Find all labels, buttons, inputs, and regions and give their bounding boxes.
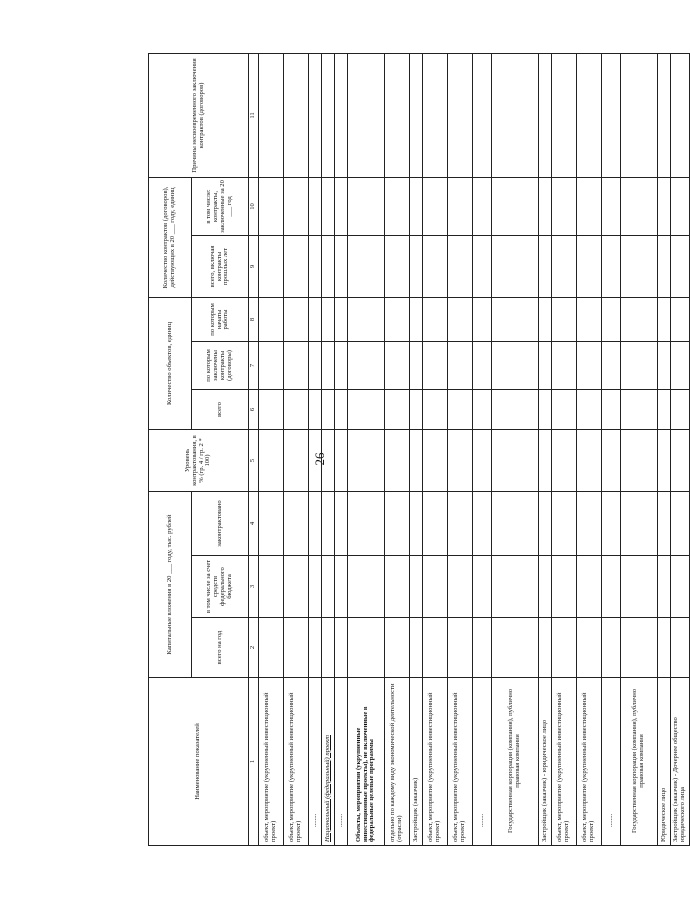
empty-cell: [309, 556, 322, 618]
empty-cell: [322, 491, 335, 555]
empty-cell: [335, 556, 348, 618]
empty-cell: [259, 177, 284, 235]
empty-cell: [309, 491, 322, 555]
empty-cell: [602, 389, 621, 429]
header-obj-concluded: по которым заключены контракты (договоры): [192, 341, 249, 389]
empty-cell: [552, 341, 577, 389]
empty-cell: [322, 53, 335, 177]
empty-cell: [259, 53, 284, 177]
empty-cell: [552, 297, 577, 341]
empty-cell: [423, 429, 448, 491]
empty-cell: [322, 556, 335, 618]
empty-cell: [577, 618, 602, 678]
header-reasons: Причины несвоевременного заключения контрактов (договоров): [149, 53, 249, 177]
empty-cell: [322, 389, 335, 429]
column-number: 5: [249, 429, 259, 491]
table-row: [259, 53, 284, 845]
table-row: [322, 53, 335, 845]
empty-cell: [410, 429, 423, 491]
empty-cell: [335, 341, 348, 389]
table-row: [348, 53, 385, 845]
empty-cell: [335, 53, 348, 177]
empty-cell: [602, 297, 621, 341]
row-label: ........: [602, 678, 621, 846]
empty-cell: [539, 297, 552, 341]
column-number: 7: [249, 341, 259, 389]
empty-cell: [552, 177, 577, 235]
empty-cell: [385, 389, 410, 429]
empty-cell: [671, 53, 690, 177]
empty-cell: [348, 341, 385, 389]
empty-cell: [410, 618, 423, 678]
row-label: ........: [335, 678, 348, 846]
empty-cell: [473, 53, 492, 177]
empty-cell: [492, 618, 539, 678]
empty-cell: [259, 389, 284, 429]
row-label: Застройщик (заказчик): [410, 678, 423, 846]
empty-cell: [448, 341, 473, 389]
empty-cell: [539, 618, 552, 678]
empty-cell: [410, 341, 423, 389]
empty-cell: [658, 389, 671, 429]
empty-cell: [671, 341, 690, 389]
empty-cell: [621, 429, 658, 491]
empty-cell: [284, 556, 309, 618]
empty-cell: [348, 389, 385, 429]
empty-cell: [385, 235, 410, 297]
empty-cell: [602, 429, 621, 491]
empty-cell: [423, 341, 448, 389]
header-obj-started: по которым начаты работы: [192, 297, 249, 341]
table-body: [259, 53, 690, 845]
column-number: 3: [249, 556, 259, 618]
empty-cell: [335, 297, 348, 341]
empty-cell: [284, 491, 309, 555]
empty-cell: [621, 297, 658, 341]
empty-cell: [577, 556, 602, 618]
empty-cell: [348, 429, 385, 491]
rotated-table-frame: [148, 54, 686, 846]
empty-cell: [335, 429, 348, 491]
empty-cell: [284, 235, 309, 297]
empty-cell: [423, 235, 448, 297]
empty-cell: [621, 235, 658, 297]
empty-cell: [284, 297, 309, 341]
empty-cell: [492, 429, 539, 491]
empty-cell: [552, 429, 577, 491]
header-federal: в том числе за счет средств федерального бюджета: [192, 556, 249, 618]
header-capital: Капитальные вложения в 20 ___ году, тыс. рублей: [149, 491, 192, 677]
row-label: Застройщик (заказчик) - Дочернее общество юридического лица: [671, 678, 690, 846]
empty-cell: [385, 53, 410, 177]
empty-cell: [658, 491, 671, 555]
empty-cell: [335, 177, 348, 235]
empty-cell: [492, 491, 539, 555]
empty-cell: [492, 53, 539, 177]
empty-cell: [423, 618, 448, 678]
empty-cell: [423, 53, 448, 177]
empty-cell: [658, 297, 671, 341]
table-row: [335, 53, 348, 845]
empty-cell: [473, 297, 492, 341]
empty-cell: [259, 556, 284, 618]
empty-cell: [410, 177, 423, 235]
empty-cell: [322, 429, 335, 491]
empty-cell: [309, 618, 322, 678]
empty-cell: [284, 618, 309, 678]
column-number: 2: [249, 618, 259, 678]
table-row: [284, 53, 309, 845]
empty-cell: [539, 389, 552, 429]
empty-cell: [621, 389, 658, 429]
empty-cell: [473, 429, 492, 491]
empty-cell: [671, 177, 690, 235]
header-contr-year: в том числе: контракты, заключенные за 20 ___ год: [192, 177, 249, 235]
empty-cell: [577, 429, 602, 491]
row-label: Объекты, мероприятия (укрупненные инвестиционные проекты), не включенные в федеральные целевые программы: [348, 678, 385, 846]
empty-cell: [410, 297, 423, 341]
row-label: Юридическое лицо: [658, 678, 671, 846]
table-row: [473, 53, 492, 845]
empty-cell: [658, 341, 671, 389]
empty-cell: [473, 389, 492, 429]
empty-cell: [539, 53, 552, 177]
empty-cell: [552, 556, 577, 618]
empty-cell: [448, 429, 473, 491]
empty-cell: [423, 177, 448, 235]
table-row: [671, 53, 690, 845]
table-row: [385, 53, 410, 845]
row-label: объект, мероприятие (укрупненный инвестиционный проект): [259, 678, 284, 846]
empty-cell: [322, 235, 335, 297]
header-name: Наименование показателей: [149, 678, 249, 846]
row-label: ........: [473, 678, 492, 846]
empty-cell: [577, 341, 602, 389]
empty-cell: [259, 235, 284, 297]
empty-cell: [602, 341, 621, 389]
empty-cell: [473, 177, 492, 235]
empty-cell: [448, 297, 473, 341]
empty-cell: [322, 618, 335, 678]
empty-cell: [671, 618, 690, 678]
empty-cell: [309, 235, 322, 297]
column-number: 10: [249, 177, 259, 235]
empty-cell: [348, 297, 385, 341]
empty-cell: [658, 177, 671, 235]
empty-cell: [335, 235, 348, 297]
empty-cell: [577, 235, 602, 297]
empty-cell: [671, 556, 690, 618]
empty-cell: [539, 491, 552, 555]
header-contracts: Количество контрактов (договоров), действующих в 20 ___ году, единиц: [149, 177, 192, 297]
empty-cell: [539, 341, 552, 389]
header-contr-total: всего, включая контракты прошлых лет: [192, 235, 249, 297]
empty-cell: [309, 297, 322, 341]
empty-cell: [621, 618, 658, 678]
empty-cell: [658, 53, 671, 177]
empty-cell: [335, 491, 348, 555]
empty-cell: [348, 491, 385, 555]
empty-cell: [259, 297, 284, 341]
empty-cell: [492, 235, 539, 297]
empty-cell: [602, 618, 621, 678]
empty-cell: [671, 429, 690, 491]
page-number: 26: [312, 452, 327, 466]
empty-cell: [621, 556, 658, 618]
empty-cell: [448, 53, 473, 177]
table-row: [410, 53, 423, 845]
empty-cell: [577, 177, 602, 235]
empty-cell: [602, 491, 621, 555]
table-row: [492, 53, 539, 845]
empty-cell: [410, 53, 423, 177]
empty-cell: [577, 389, 602, 429]
empty-cell: [473, 341, 492, 389]
empty-cell: [539, 235, 552, 297]
row-label: объект, мероприятие (укрупненный инвестиционный проект): [552, 678, 577, 846]
header-contracted: законтрактовано: [192, 491, 249, 555]
row-label: объект, мероприятие (укрупненный инвестиционный проект): [577, 678, 602, 846]
empty-cell: [448, 618, 473, 678]
empty-cell: [385, 556, 410, 618]
empty-cell: [385, 618, 410, 678]
table-row: [602, 53, 621, 845]
row-label: ........: [309, 678, 322, 846]
empty-cell: [492, 341, 539, 389]
empty-cell: [448, 177, 473, 235]
empty-cell: [284, 389, 309, 429]
empty-cell: [335, 618, 348, 678]
empty-cell: [552, 389, 577, 429]
empty-cell: [602, 177, 621, 235]
empty-cell: [621, 491, 658, 555]
empty-cell: [348, 618, 385, 678]
empty-cell: [322, 341, 335, 389]
column-number: 4: [249, 491, 259, 555]
row-label: Государственная корпорация (компания), публично правовая компания: [492, 678, 539, 846]
empty-cell: [602, 235, 621, 297]
empty-cell: [423, 556, 448, 618]
empty-cell: [671, 235, 690, 297]
table-row: [539, 53, 552, 845]
table-row: [577, 53, 602, 845]
empty-cell: [577, 491, 602, 555]
column-number: 8: [249, 297, 259, 341]
empty-cell: [348, 556, 385, 618]
column-numbers-row: [249, 53, 259, 845]
empty-cell: [259, 429, 284, 491]
empty-cell: [284, 429, 309, 491]
empty-cell: [539, 556, 552, 618]
table-row: [552, 53, 577, 845]
empty-cell: [473, 556, 492, 618]
empty-cell: [259, 491, 284, 555]
empty-cell: [621, 53, 658, 177]
empty-cell: [259, 341, 284, 389]
empty-cell: [309, 429, 322, 491]
table-row: [448, 53, 473, 845]
column-number: 11: [249, 53, 259, 177]
empty-cell: [385, 491, 410, 555]
empty-cell: [309, 389, 322, 429]
empty-cell: [448, 556, 473, 618]
empty-cell: [577, 297, 602, 341]
row-label: объект, мероприятие (укрупненный инвестиционный проект): [423, 678, 448, 846]
empty-cell: [473, 491, 492, 555]
row-label: Национальный (федеральный) проект: [322, 678, 335, 846]
table-row: [658, 53, 671, 845]
empty-cell: [410, 235, 423, 297]
empty-cell: [284, 177, 309, 235]
row-label: отдельно по каждому виду экономической деятельности (отрасли): [385, 678, 410, 846]
empty-cell: [621, 341, 658, 389]
empty-cell: [423, 491, 448, 555]
empty-cell: [658, 618, 671, 678]
empty-cell: [492, 389, 539, 429]
empty-cell: [671, 297, 690, 341]
empty-cell: [410, 491, 423, 555]
empty-cell: [385, 341, 410, 389]
header-objects: Количество объектов, единиц: [149, 297, 192, 429]
empty-cell: [322, 177, 335, 235]
empty-cell: [552, 235, 577, 297]
column-number: 1: [249, 678, 259, 846]
empty-cell: [492, 297, 539, 341]
header-level: Уровень контрактования, в % (гр. 4 / гр. 2 * 100): [149, 429, 249, 491]
empty-cell: [259, 618, 284, 678]
empty-cell: [539, 429, 552, 491]
row-label: Государственная корпорация (компания), публично правовая компания: [621, 678, 658, 846]
row-label: объект, мероприятие (укрупненный инвестиционный проект): [448, 678, 473, 846]
empty-cell: [385, 297, 410, 341]
table-row: [309, 53, 322, 845]
empty-cell: [309, 341, 322, 389]
row-label: Застройщик (заказчик) - юридическое лицо: [539, 678, 552, 846]
empty-cell: [335, 389, 348, 429]
empty-cell: [671, 491, 690, 555]
empty-cell: [284, 341, 309, 389]
empty-cell: [552, 491, 577, 555]
table-row: [423, 53, 448, 845]
row-label: объект, мероприятие (укрупненный инвестиционный проект): [284, 678, 309, 846]
empty-cell: [473, 618, 492, 678]
empty-cell: [448, 235, 473, 297]
empty-cell: [671, 389, 690, 429]
empty-cell: [309, 177, 322, 235]
empty-cell: [284, 53, 309, 177]
empty-cell: [577, 53, 602, 177]
empty-cell: [492, 177, 539, 235]
empty-cell: [539, 177, 552, 235]
empty-cell: [658, 429, 671, 491]
empty-cell: [423, 297, 448, 341]
empty-cell: [552, 618, 577, 678]
table-rotor: [148, 54, 686, 846]
header-total-year: всего на год: [192, 618, 249, 678]
empty-cell: [658, 235, 671, 297]
empty-cell: [385, 177, 410, 235]
column-number: 6: [249, 389, 259, 429]
empty-cell: [410, 389, 423, 429]
empty-cell: [423, 389, 448, 429]
empty-cell: [602, 556, 621, 618]
empty-cell: [348, 177, 385, 235]
header-obj-total: всего: [192, 389, 249, 429]
empty-cell: [348, 235, 385, 297]
empty-cell: [322, 297, 335, 341]
empty-cell: [309, 53, 322, 177]
empty-cell: [658, 556, 671, 618]
empty-cell: [410, 556, 423, 618]
column-number: 9: [249, 235, 259, 297]
empty-cell: [448, 491, 473, 555]
contracts-table: [148, 53, 690, 846]
empty-cell: [473, 235, 492, 297]
empty-cell: [348, 53, 385, 177]
empty-cell: [621, 177, 658, 235]
table-row: [621, 53, 658, 845]
empty-cell: [492, 556, 539, 618]
empty-cell: [448, 389, 473, 429]
empty-cell: [552, 53, 577, 177]
empty-cell: [385, 429, 410, 491]
empty-cell: [602, 53, 621, 177]
